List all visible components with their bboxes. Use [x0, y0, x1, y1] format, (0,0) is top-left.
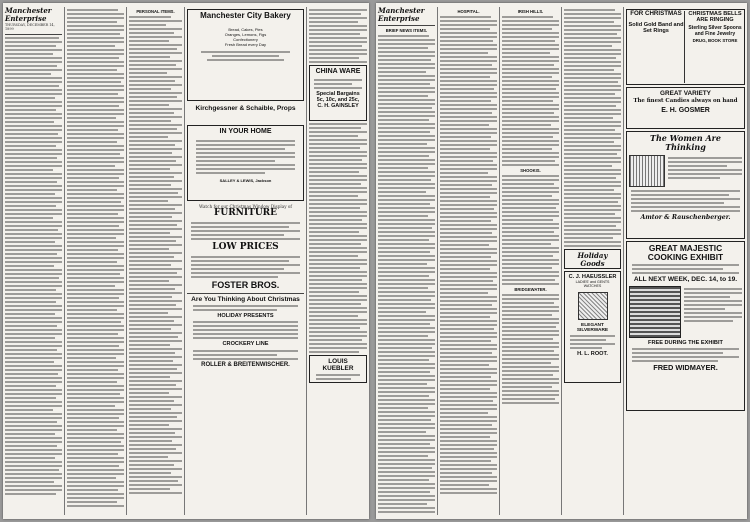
watch-engraving	[578, 292, 608, 320]
ad-china-special: Special Bargains	[316, 90, 360, 97]
furniture-watch: Watch for our Christmas Window Display of	[199, 204, 292, 209]
ad-kirchgessner	[187, 103, 304, 123]
column-5-ads	[624, 7, 747, 515]
ad-majestic-free: FREE DURING THE EXHIBIT	[648, 339, 723, 346]
column-3	[500, 7, 562, 515]
section-heading-hospital: HOSPITAL.	[457, 9, 480, 14]
furniture-crockery: CROCKERY LINE	[222, 341, 269, 348]
furniture-dealer: FOSTER BROS.	[211, 280, 280, 291]
ad-holiday-goods-title: Holiday Goods	[577, 251, 608, 268]
ad-christmas-left-title: FOR CHRISTMAS	[630, 10, 682, 17]
column-2	[65, 7, 127, 515]
ad-christmas	[626, 9, 745, 85]
column-2	[438, 7, 500, 515]
column-1	[376, 7, 438, 515]
ad-haeussler-silver: ELEGANT SILVERWARE	[576, 322, 609, 333]
column-4	[562, 7, 624, 515]
article-text	[5, 37, 62, 495]
furniture-footer: ROLLER & BREITENWISCHER.	[201, 361, 290, 368]
section-heading-personal: PERSONAL ITEMS.	[136, 9, 175, 14]
ad-christmas-right-title: CHRISTMAS BELLS ARE RINGING	[688, 11, 742, 24]
ad-kirchgessner-title: Kirchgessner & Schaible, Props	[195, 105, 296, 112]
ad-christmas-right	[687, 11, 743, 83]
section-heading-irish-hills: IRISH HILLS.	[517, 9, 544, 14]
ad-christmas-left	[628, 11, 685, 83]
ad-china	[309, 65, 367, 121]
ad-haeussler-sub: LADIES' and GENTS WATCHES	[575, 280, 610, 289]
ad-bakery-line: Confectionery	[233, 36, 258, 42]
ad-variety-dealer: E. H. GOSMER	[661, 106, 710, 114]
ad-in-your-home	[187, 125, 304, 201]
ad-haeussler	[564, 271, 621, 383]
ad-majestic-title: GREAT MAJESTIC	[648, 243, 723, 253]
ad-women-title: The Women Are Thinking	[650, 133, 721, 152]
section-heading-brief: BRIEF NEWS ITEMS.	[385, 28, 428, 33]
ad-bakery-line: Fresh Bread every Day	[224, 41, 267, 47]
ad-home-footer: SALLEY & LEWIS, Jackson	[219, 177, 272, 183]
masthead: Manchester Enterprise	[378, 7, 425, 23]
column-5	[307, 7, 369, 515]
column-4-ads	[185, 7, 307, 515]
ad-haeussler-title: C. J. HAEUSSLER	[568, 274, 617, 280]
furniture-low-prices: LOW PRICES	[212, 242, 279, 253]
ad-variety-sub: The finest Candies always on hand	[633, 98, 738, 105]
ad-christmas-drug-store: DRUG, BOOK STORE	[692, 38, 738, 44]
ad-home-title: IN YOUR HOME	[219, 128, 272, 135]
ad-holiday-goods	[564, 249, 621, 269]
ad-majestic-dealer: FRED WIDMAYER.	[653, 362, 718, 372]
furniture-thinking: Are You Thinking About Christmas	[191, 295, 300, 303]
ad-china-price: 5c, 10c, and 25c,	[316, 96, 360, 103]
ad-variety	[626, 87, 745, 129]
ad-bakery-line: Oranges, Lemons, Figs	[224, 31, 267, 37]
section-heading-bridgewater: BRIDGEWATER.	[514, 287, 547, 292]
newspaper-page-left	[3, 3, 369, 519]
column-1	[3, 7, 65, 515]
ad-kuebler-title: LOUIS KUEBLER	[322, 358, 354, 373]
ad-christmas-item: Solid Gold Band and Set Rings	[628, 21, 684, 34]
ad-majestic-all-next-week: ALL NEXT WEEK, DEC. 14, to 19.	[633, 276, 738, 284]
ad-bakery-line: Bread, Cakes, Pies	[228, 26, 263, 32]
ad-bakery	[187, 9, 304, 101]
ad-haeussler-footer: H. L. ROOT.	[577, 351, 608, 358]
furniture-title: FURNITURE	[213, 208, 278, 219]
article-text	[129, 16, 182, 494]
column-3	[127, 7, 185, 515]
ad-women-dealer: Amtor & Rauschenberger.	[640, 213, 731, 221]
ad-women	[626, 131, 745, 239]
furniture-engraving	[629, 155, 665, 187]
ad-christmas-item: Sterling Silver Spoons and Fine Jewelry	[688, 25, 742, 37]
article-text	[67, 9, 124, 507]
ad-bakery-title: Manchester City Bakery	[200, 11, 291, 20]
ad-majestic	[626, 241, 745, 411]
furniture-holiday: HOLIDAY PRESENTS	[217, 313, 274, 320]
newspaper-page-right	[376, 3, 747, 519]
ad-majestic-subtitle: COOKING EXHIBIT	[647, 252, 724, 263]
stove-engraving	[629, 286, 681, 338]
ad-variety-title: GREAT VARIETY	[660, 90, 711, 97]
section-heading-shookis: SHOOKIS.	[520, 168, 541, 173]
ad-kuebler	[309, 355, 367, 383]
ad-china-dealer: C. H. GAINSLEY	[317, 102, 359, 109]
ad-china-title: CHINA WARE	[315, 68, 361, 75]
masthead: Manchester Enterprise	[5, 7, 52, 23]
date-line: THURSDAY, DECEMBER 14, 1899	[5, 23, 55, 32]
